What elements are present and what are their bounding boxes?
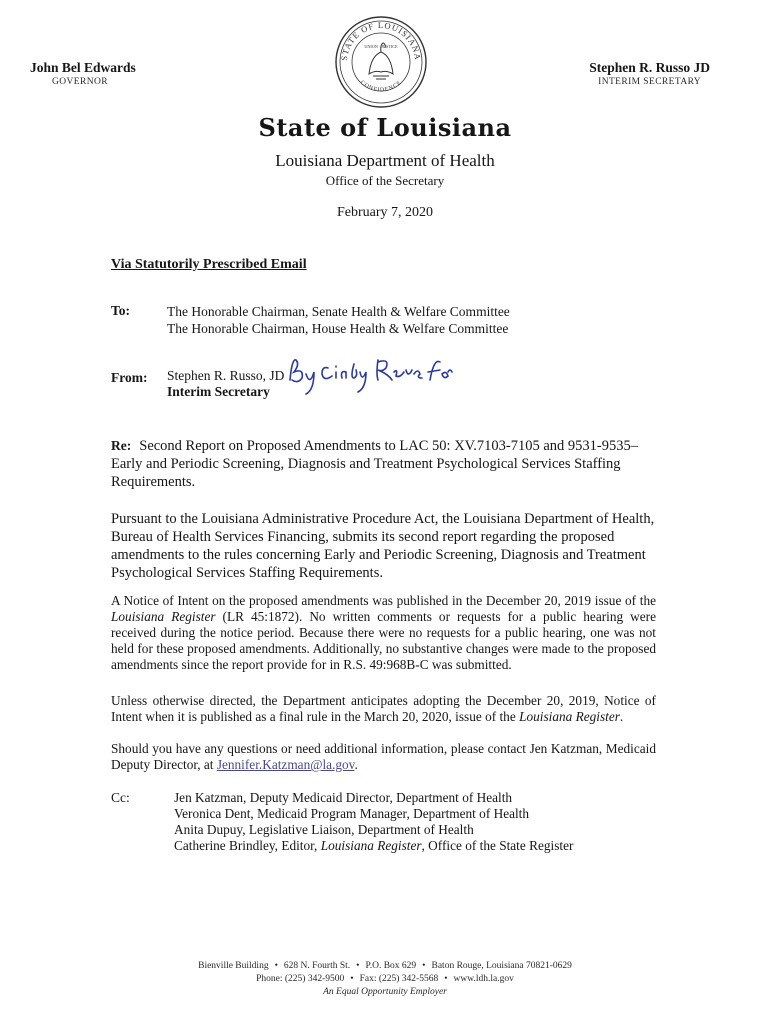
re-label: Re:: [111, 438, 132, 453]
cc-item: Veronica Dent, Medicaid Program Manager, Department of Health: [174, 806, 530, 821]
body-paragraph-3: [111, 693, 656, 725]
cc-list: [174, 790, 573, 854]
svg-text:UNION · JUSTICE: UNION · JUSTICE: [364, 44, 398, 49]
footer-city: Baton Rouge, Louisiana 70821-0629: [431, 961, 572, 971]
footer-contact-line: Phone: (225) 342-9500 • Fax: (225) 342-5568 • www.ldh.la.gov: [256, 974, 514, 984]
body-paragraph-1: Pursuant to the Louisiana Administrative Procedure Act, the Louisiana Department of Health, Bureau of Health Services Financing, submits its second report regarding the proposed amendments to the rules concerning Early and Periodic Screening, Diagnosis and Treatment Psychological Services Staffing Requirements.: [111, 511, 655, 581]
footer-address-line: Bienville Building • 628 N. Fourth St. • P.O. Box 629 • Baton Rouge, Louisiana 70821-0629: [198, 961, 572, 971]
state-seal-logo: [333, 14, 429, 110]
letterhead-footer: [0, 960, 770, 999]
to-recipients: [167, 303, 510, 337]
to-recipient-house: The Honorable Chairman, House Health & Welfare Committee: [167, 321, 509, 336]
footer-fax: Fax: (225) 342-5568: [359, 974, 439, 984]
footer-building: Bienville Building: [198, 961, 269, 971]
cc-register-name: Louisiana Register: [320, 838, 422, 853]
from-sender: [167, 368, 284, 400]
body-paragraph-2: [111, 593, 656, 673]
p4-text-a: Should you have any questions or need additional information, please contact Jen Katzman, Medicaid Deputy Director, at: [111, 741, 656, 772]
cc-item-text-b: , Office of the State Register: [421, 838, 574, 853]
from-name: Stephen R. Russo, JD: [167, 368, 285, 383]
from-label: From:: [111, 370, 148, 385]
governor-title: GOVERNOR: [52, 77, 108, 87]
footer-eoe: An Equal Opportunity Employer: [323, 987, 447, 997]
p3-text-b: .: [619, 709, 624, 724]
p3-text-a: Unless otherwise directed, the Department anticipates adopting the December 20, 2019, Notice of Intent when it is published as a final rule in the March 20, 2020, issue of the: [111, 693, 656, 724]
svg-text:CONFIDENCE: CONFIDENCE: [358, 79, 404, 94]
cc-item-text-a: Catherine Brindley, Editor,: [174, 838, 321, 853]
p2-register-name: Louisiana Register: [111, 609, 216, 624]
cc-item: Jen Katzman, Deputy Medicaid Director, Department of Health: [174, 790, 513, 805]
subject-line: [111, 437, 656, 491]
cc-item: [174, 838, 573, 854]
p3-register-name: Louisiana Register: [519, 709, 620, 724]
body-paragraph-4: [111, 741, 656, 773]
secretary-name: Stephen R. Russo JD: [589, 60, 710, 75]
department-name: Louisiana Department of Health: [275, 151, 495, 170]
p2-text-a: A Notice of Intent on the proposed amendments was published in the December 20, 2019 issue of the: [111, 593, 656, 608]
re-text: Second Report on Proposed Amendments to LAC 50: XV.7103-7105 and 9531-9535– Early and Periodic Screening, Diagnosis and Treatment Psychological Services Staffing Requirements.: [111, 438, 638, 490]
footer-street: 628 N. Fourth St.: [283, 961, 351, 971]
cc-label: Cc:: [111, 790, 130, 805]
letter-date: February 7, 2020: [336, 205, 434, 220]
footer-website[interactable]: www.ldh.la.gov: [453, 974, 514, 984]
office-name: Office of the Secretary: [325, 173, 445, 188]
footer-pobox: P.O. Box 629: [365, 961, 417, 971]
cc-item: Anita Dupuy, Legislative Liaison, Department of Health: [174, 822, 474, 837]
footer-phone: Phone: (225) 342-9500: [256, 974, 345, 984]
to-recipient-senate: The Honorable Chairman, Senate Health & Welfare Committee: [167, 304, 510, 319]
handwritten-signature: [284, 350, 454, 398]
state-title: State of Louisiana: [258, 113, 512, 142]
governor-name: John Bel Edwards: [30, 60, 136, 75]
from-title: Interim Secretary: [167, 384, 270, 399]
secretary-block: [589, 61, 710, 89]
to-label: To:: [111, 303, 131, 318]
p4-text-b: .: [354, 757, 358, 772]
secretary-title: INTERIM SECRETARY: [598, 77, 702, 87]
contact-email-link[interactable]: Jennifer.Katzman@la.gov: [216, 757, 355, 772]
p2-text-b: (LR 45:1872). No written comments or requests for a public hearing were received during the notice period. Because there were no requests for a public hearing, one was not held for these proposed amendments. Additionally, no substantive changes were made to the proposed amendments since the report provide for in R.S. 49:968B-C was submitted.: [111, 609, 656, 672]
delivery-method: Via Statutorily Prescribed Email: [111, 257, 307, 272]
governor-block: [30, 61, 136, 89]
svg-text:STATE OF LOUISIANA: STATE OF LOUISIANA: [338, 20, 424, 62]
